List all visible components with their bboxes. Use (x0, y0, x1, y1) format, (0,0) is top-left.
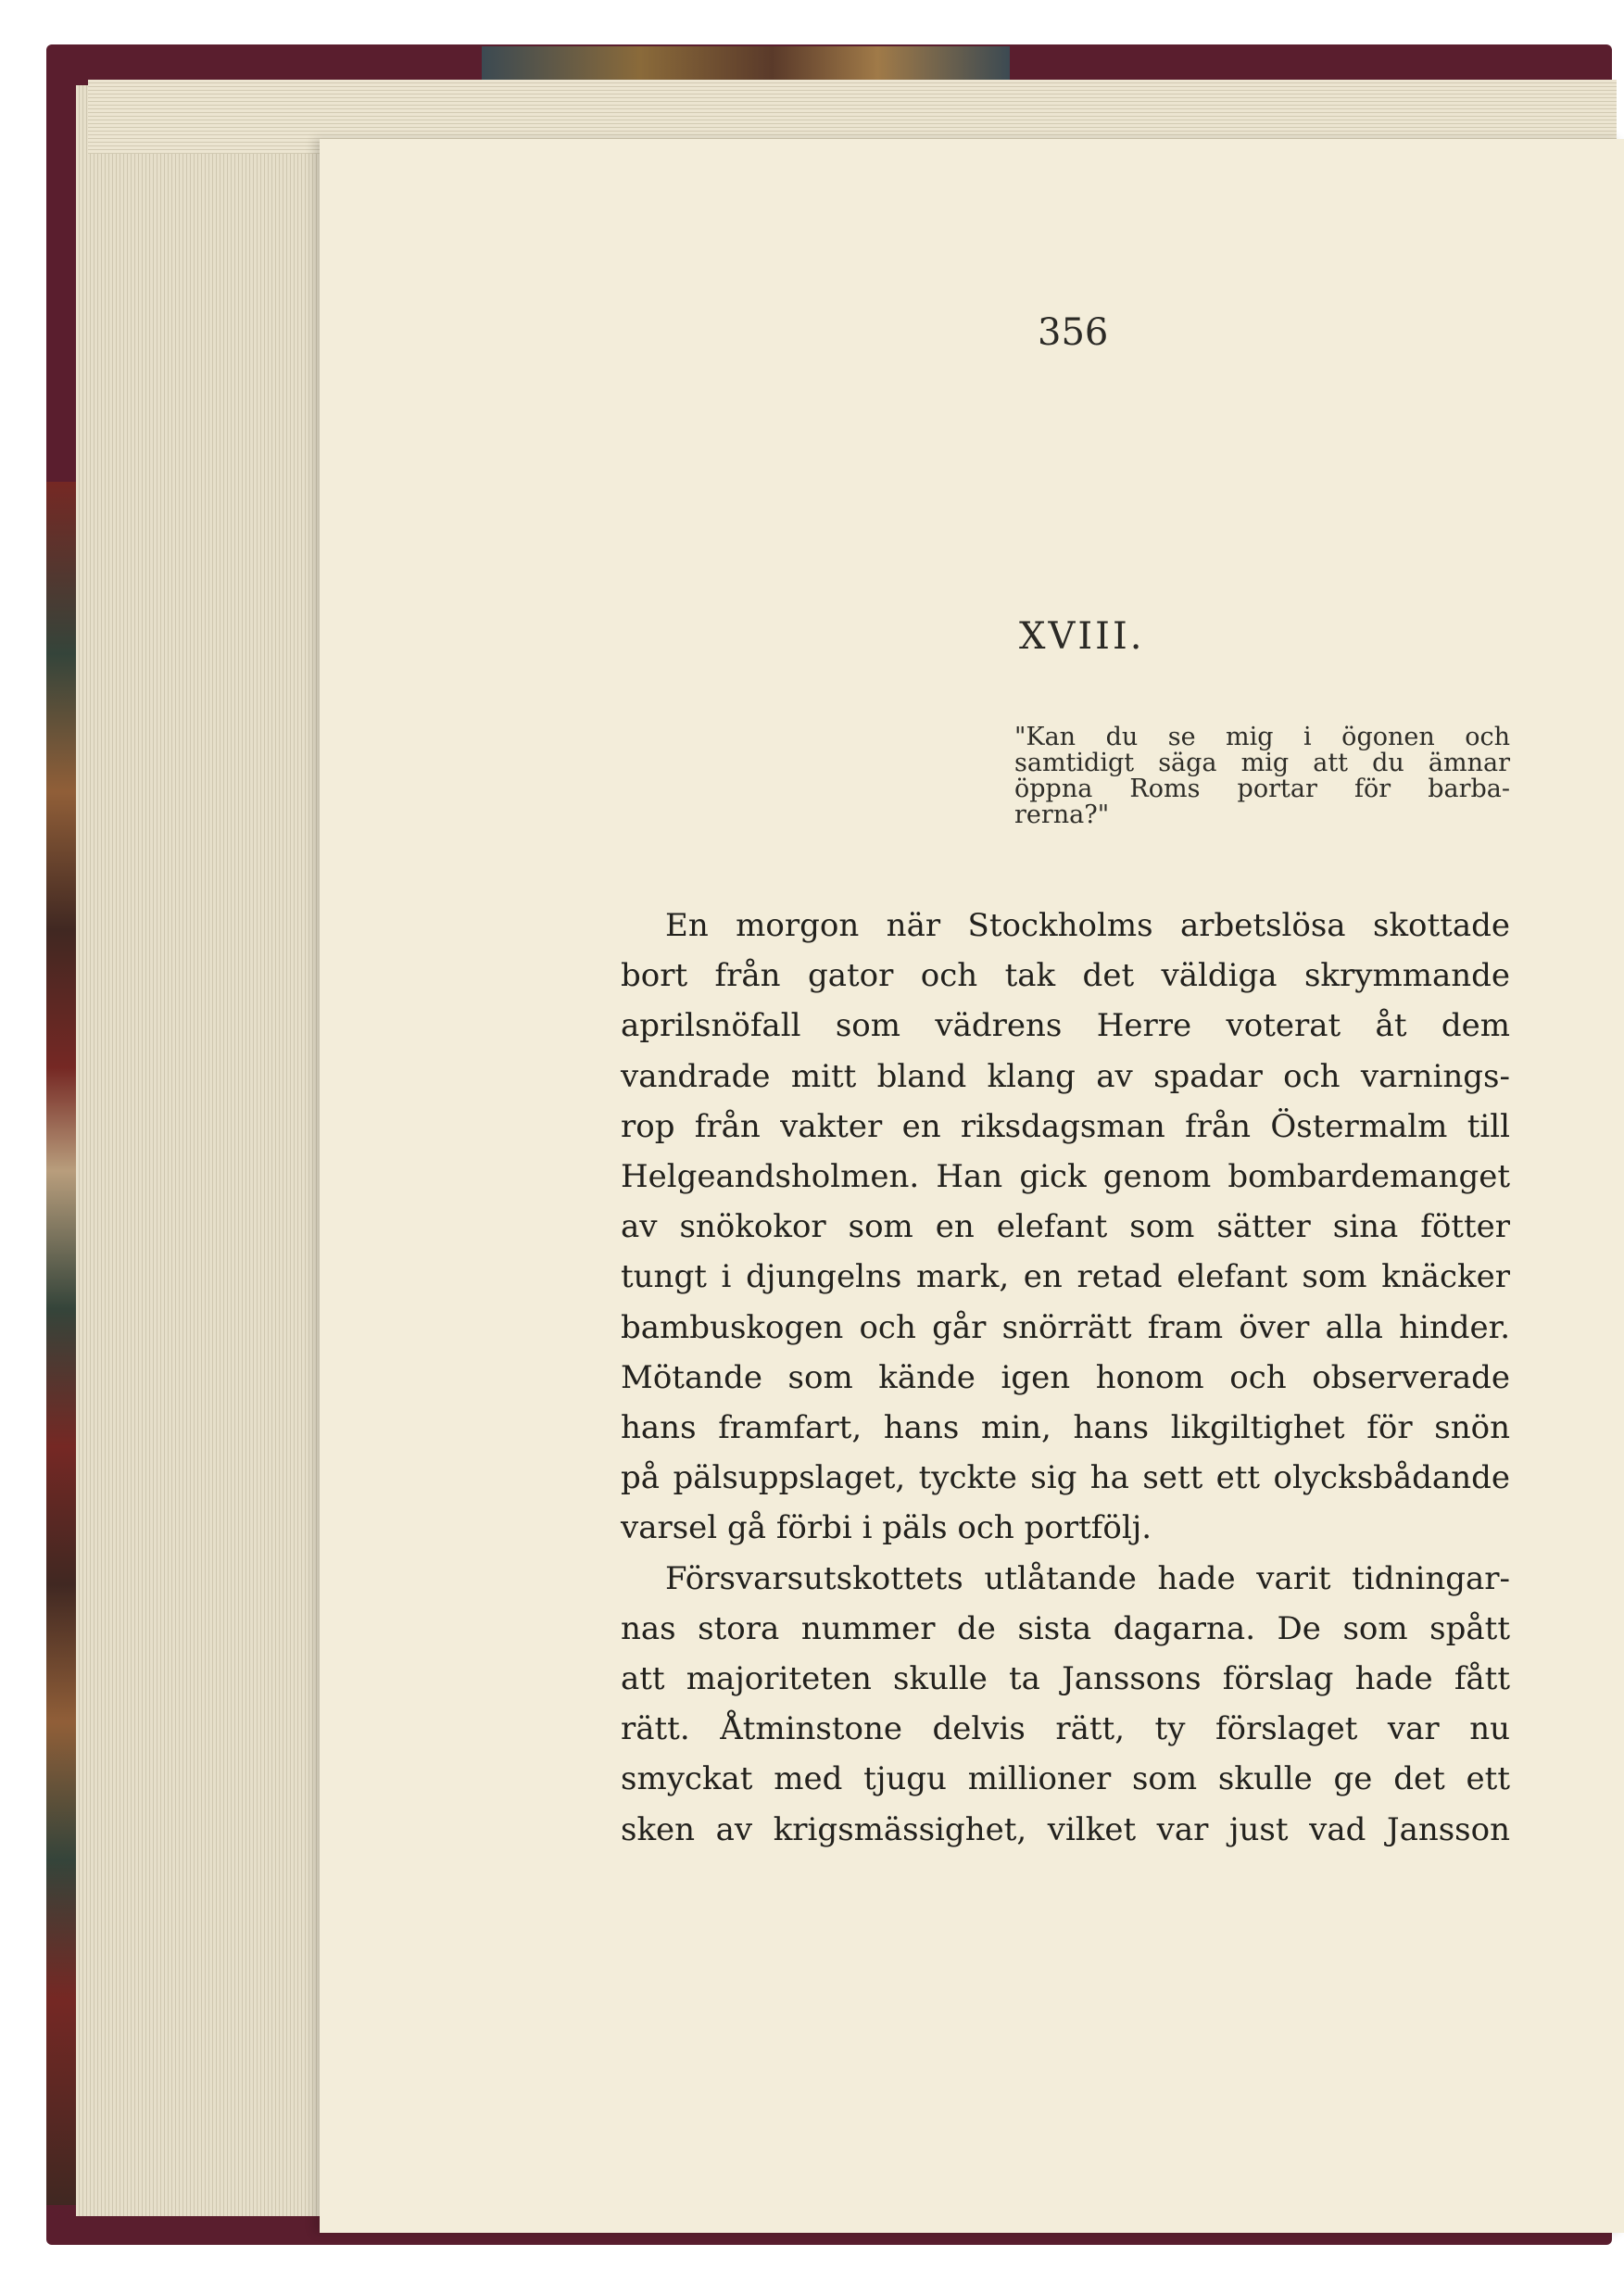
epigraph-line: öppna Roms portar för barba- (1014, 775, 1510, 803)
text-line: En morgon när Stockholms arbetslösa skottade (665, 907, 1510, 944)
paragraph (621, 1554, 1510, 1855)
text-line: rätt. Åtminstone delvis rätt, ty förslaget var nu (621, 1710, 1510, 1748)
text-line: Helgeandsholmen. Han gick genom bombardemanget (621, 1158, 1510, 1196)
epigraph-line: samtidigt säga mig att du ämnar (1014, 749, 1510, 777)
text-line: bambuskogen och går snörrätt fram över alla hinder. (621, 1308, 1510, 1346)
text-line: Mötande som kände igen honom och observerade (621, 1358, 1510, 1396)
page-number: 356 (1038, 311, 1109, 354)
text-line: varsel gå förbi i päls och portfölj. (621, 1509, 1152, 1547)
text-line: aprilsnöfall som vädrens Herre voterat åt dem (621, 1007, 1510, 1045)
text-line: att majoriteten skulle ta Janssons förslag hade fått (621, 1660, 1510, 1698)
text-line: smyckat med tjugu millioner som skulle ge det ett (621, 1760, 1510, 1798)
epigraph (1014, 725, 1510, 828)
text-line: vandrade mitt bland klang av spadar och varnings- (621, 1057, 1510, 1095)
body-text (621, 901, 1510, 1855)
text-line: hans framfart, hans min, hans likgiltighet för snön (621, 1409, 1510, 1447)
chapter-heading: XVIII. (1019, 615, 1145, 658)
paragraph (621, 901, 1510, 1554)
text-line: rop från vakter en riksdagsman från Östermalm till (621, 1107, 1510, 1145)
text-line: sken av krigsmässighet, vilket var just vad Jansson (621, 1810, 1510, 1848)
text-line: på pälsuppslaget, tyckte sig ha sett ett olycksbådande (621, 1459, 1510, 1497)
epigraph-line: rerna?" (1014, 800, 1110, 829)
text-line: nas stora nummer de sista dagarna. De som spått (621, 1609, 1510, 1647)
text-line: bort från gator och tak det väldiga skrymmande (621, 957, 1510, 995)
epigraph-line: "Kan du se mig i ögonen och (1014, 723, 1510, 751)
text-line: av snökokor som en elefant som sätter sina fötter (621, 1208, 1510, 1246)
text-line: tungt i djungelns mark, en retad elefant som knäcker (621, 1258, 1510, 1296)
text-line: Försvarsutskottets utlåtande hade varit tidningar- (665, 1559, 1510, 1597)
